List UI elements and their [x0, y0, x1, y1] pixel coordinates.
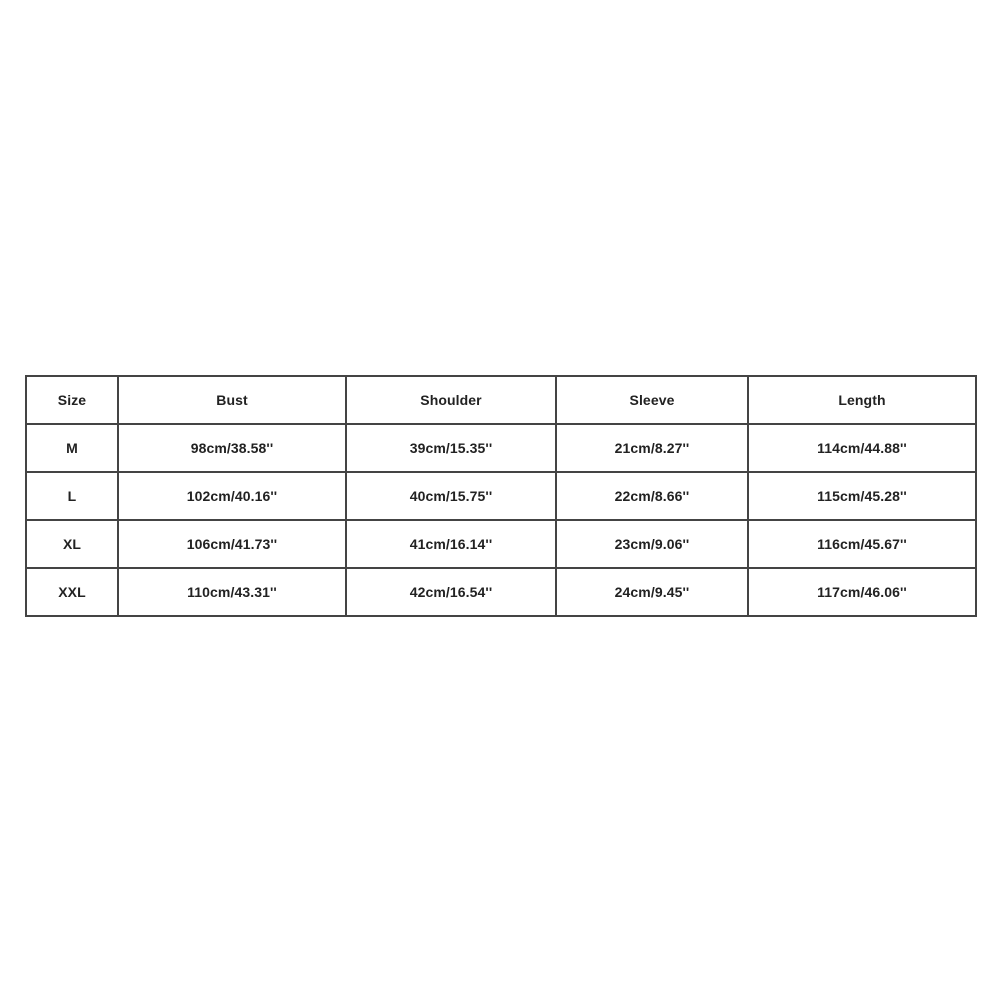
bust-cell: 110cm/43.31''	[118, 568, 346, 616]
shoulder-cell: 40cm/15.75''	[346, 472, 556, 520]
header-row	[26, 376, 976, 424]
table-row	[26, 424, 976, 472]
shoulder-cell: 39cm/15.35''	[346, 424, 556, 472]
length-cell: 117cm/46.06''	[748, 568, 976, 616]
size-cell: XXL	[26, 568, 118, 616]
size-chart-table	[25, 375, 977, 617]
table-row	[26, 520, 976, 568]
sleeve-cell: 23cm/9.06''	[556, 520, 748, 568]
shoulder-cell: 41cm/16.14''	[346, 520, 556, 568]
bust-cell: 106cm/41.73''	[118, 520, 346, 568]
length-cell: 116cm/45.67''	[748, 520, 976, 568]
header-size: Size	[26, 376, 118, 424]
header-length: Length	[748, 376, 976, 424]
sleeve-cell: 22cm/8.66''	[556, 472, 748, 520]
sleeve-cell: 24cm/9.45''	[556, 568, 748, 616]
length-cell: 115cm/45.28''	[748, 472, 976, 520]
bust-cell: 98cm/38.58''	[118, 424, 346, 472]
size-cell: M	[26, 424, 118, 472]
header-shoulder: Shoulder	[346, 376, 556, 424]
sleeve-cell: 21cm/8.27''	[556, 424, 748, 472]
table-row	[26, 472, 976, 520]
length-cell: 114cm/44.88''	[748, 424, 976, 472]
header-bust: Bust	[118, 376, 346, 424]
size-cell: L	[26, 472, 118, 520]
size-cell: XL	[26, 520, 118, 568]
bust-cell: 102cm/40.16''	[118, 472, 346, 520]
table-row	[26, 568, 976, 616]
header-sleeve: Sleeve	[556, 376, 748, 424]
shoulder-cell: 42cm/16.54''	[346, 568, 556, 616]
